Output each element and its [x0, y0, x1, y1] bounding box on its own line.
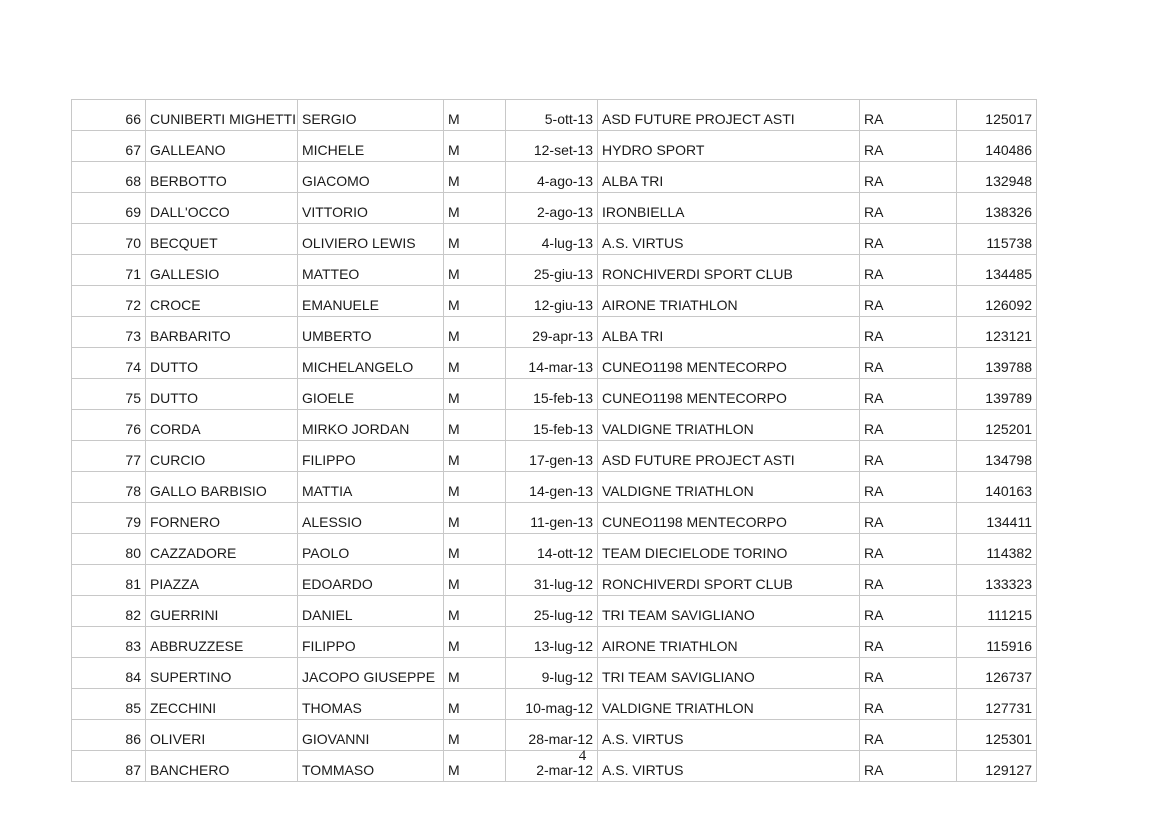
sex-cell: M — [444, 317, 506, 348]
table-row — [72, 503, 1037, 534]
club-cell: IRONBIELLA — [598, 193, 860, 224]
sex-cell: M — [444, 286, 506, 317]
birth-date-cell: 14-gen-13 — [506, 472, 598, 503]
sex-cell: M — [444, 379, 506, 410]
sex-cell: M — [444, 224, 506, 255]
membership-code-cell: 125301 — [957, 720, 1037, 751]
club-cell: RONCHIVERDI SPORT CLUB — [598, 255, 860, 286]
sex-cell: M — [444, 348, 506, 379]
membership-code-cell: 115738 — [957, 224, 1037, 255]
membership-code-cell: 132948 — [957, 162, 1037, 193]
row-number-cell: 77 — [72, 441, 146, 472]
club-cell: ALBA TRI — [598, 162, 860, 193]
sex-cell: M — [444, 720, 506, 751]
surname-cell: CURCIO — [146, 441, 298, 472]
sex-cell: M — [444, 255, 506, 286]
first-name-cell: TOMMASO — [298, 751, 444, 782]
row-number-cell: 70 — [72, 224, 146, 255]
membership-code-cell: 115916 — [957, 627, 1037, 658]
sex-cell: M — [444, 410, 506, 441]
first-name-cell: OLIVIERO LEWIS — [298, 224, 444, 255]
sex-cell: M — [444, 534, 506, 565]
club-cell: AIRONE TRIATHLON — [598, 286, 860, 317]
membership-code-cell: 123121 — [957, 317, 1037, 348]
club-cell: CUNEO1198 MENTECORPO — [598, 503, 860, 534]
surname-cell: GALLESIO — [146, 255, 298, 286]
table-row — [72, 162, 1037, 193]
club-cell: AIRONE TRIATHLON — [598, 627, 860, 658]
category-cell: RA — [860, 193, 957, 224]
birth-date-cell: 11-gen-13 — [506, 503, 598, 534]
surname-cell: CAZZADORE — [146, 534, 298, 565]
surname-cell: BECQUET — [146, 224, 298, 255]
club-cell: VALDIGNE TRIATHLON — [598, 410, 860, 441]
club-cell: TRI TEAM SAVIGLIANO — [598, 596, 860, 627]
table-row — [72, 193, 1037, 224]
row-number-cell: 78 — [72, 472, 146, 503]
club-cell: A.S. VIRTUS — [598, 720, 860, 751]
membership-code-cell: 134798 — [957, 441, 1037, 472]
surname-cell: CORDA — [146, 410, 298, 441]
athlete-table — [71, 99, 1037, 782]
category-cell: RA — [860, 596, 957, 627]
table-row — [72, 224, 1037, 255]
sex-cell: M — [444, 503, 506, 534]
membership-code-cell: 140486 — [957, 131, 1037, 162]
birth-date-cell: 25-lug-12 — [506, 596, 598, 627]
membership-code-cell: 140163 — [957, 472, 1037, 503]
club-cell: ASD FUTURE PROJECT ASTI — [598, 441, 860, 472]
club-cell: HYDRO SPORT — [598, 131, 860, 162]
membership-code-cell: 129127 — [957, 751, 1037, 782]
row-number-cell: 76 — [72, 410, 146, 441]
table-row — [72, 534, 1037, 565]
category-cell: RA — [860, 317, 957, 348]
first-name-cell: PAOLO — [298, 534, 444, 565]
club-cell: A.S. VIRTUS — [598, 751, 860, 782]
category-cell: RA — [860, 348, 957, 379]
first-name-cell: GIOELE — [298, 379, 444, 410]
category-cell: RA — [860, 720, 957, 751]
birth-date-cell: 31-lug-12 — [506, 565, 598, 596]
club-cell: VALDIGNE TRIATHLON — [598, 472, 860, 503]
row-number-cell: 67 — [72, 131, 146, 162]
sex-cell: M — [444, 472, 506, 503]
club-cell: CUNEO1198 MENTECORPO — [598, 379, 860, 410]
club-cell: CUNEO1198 MENTECORPO — [598, 348, 860, 379]
membership-code-cell: 138326 — [957, 193, 1037, 224]
first-name-cell: EDOARDO — [298, 565, 444, 596]
membership-code-cell: 133323 — [957, 565, 1037, 596]
first-name-cell: THOMAS — [298, 689, 444, 720]
birth-date-cell: 4-lug-13 — [506, 224, 598, 255]
membership-code-cell: 126737 — [957, 658, 1037, 689]
table-row — [72, 565, 1037, 596]
category-cell: RA — [860, 100, 957, 131]
category-cell: RA — [860, 224, 957, 255]
birth-date-cell: 15-feb-13 — [506, 410, 598, 441]
first-name-cell: ALESSIO — [298, 503, 444, 534]
birth-date-cell: 17-gen-13 — [506, 441, 598, 472]
row-number-cell: 75 — [72, 379, 146, 410]
birth-date-cell: 12-set-13 — [506, 131, 598, 162]
row-number-cell: 73 — [72, 317, 146, 348]
first-name-cell: SERGIO — [298, 100, 444, 131]
first-name-cell: MICHELANGELO — [298, 348, 444, 379]
table-row — [72, 472, 1037, 503]
category-cell: RA — [860, 503, 957, 534]
category-cell: RA — [860, 286, 957, 317]
birth-date-cell: 12-giu-13 — [506, 286, 598, 317]
sex-cell: M — [444, 565, 506, 596]
table-row — [72, 627, 1037, 658]
birth-date-cell: 5-ott-13 — [506, 100, 598, 131]
row-number-cell: 71 — [72, 255, 146, 286]
surname-cell: DUTTO — [146, 379, 298, 410]
category-cell: RA — [860, 441, 957, 472]
birth-date-cell: 25-giu-13 — [506, 255, 598, 286]
sex-cell: M — [444, 441, 506, 472]
first-name-cell: FILIPPO — [298, 441, 444, 472]
club-cell: TEAM DIECIELODE TORINO — [598, 534, 860, 565]
category-cell: RA — [860, 689, 957, 720]
birth-date-cell: 10-mag-12 — [506, 689, 598, 720]
surname-cell: BARBARITO — [146, 317, 298, 348]
table-row — [72, 441, 1037, 472]
sex-cell: M — [444, 162, 506, 193]
category-cell: RA — [860, 534, 957, 565]
row-number-cell: 85 — [72, 689, 146, 720]
first-name-cell: DANIEL — [298, 596, 444, 627]
surname-cell: CROCE — [146, 286, 298, 317]
first-name-cell: JACOPO GIUSEPPE — [298, 658, 444, 689]
surname-cell: OLIVERI — [146, 720, 298, 751]
table-row — [72, 317, 1037, 348]
club-cell: A.S. VIRTUS — [598, 224, 860, 255]
category-cell: RA — [860, 379, 957, 410]
row-number-cell: 80 — [72, 534, 146, 565]
birth-date-cell: 14-ott-12 — [506, 534, 598, 565]
surname-cell: GUERRINI — [146, 596, 298, 627]
table-row — [72, 100, 1037, 131]
birth-date-cell: 4-ago-13 — [506, 162, 598, 193]
row-number-cell: 68 — [72, 162, 146, 193]
membership-code-cell: 127731 — [957, 689, 1037, 720]
club-cell: VALDIGNE TRIATHLON — [598, 689, 860, 720]
surname-cell: BANCHERO — [146, 751, 298, 782]
table-row — [72, 255, 1037, 286]
club-cell: ALBA TRI — [598, 317, 860, 348]
surname-cell: DUTTO — [146, 348, 298, 379]
first-name-cell: MATTIA — [298, 472, 444, 503]
row-number-cell: 72 — [72, 286, 146, 317]
sex-cell: M — [444, 100, 506, 131]
row-number-cell: 84 — [72, 658, 146, 689]
membership-code-cell: 126092 — [957, 286, 1037, 317]
birth-date-cell: 2-ago-13 — [506, 193, 598, 224]
category-cell: RA — [860, 162, 957, 193]
membership-code-cell: 125017 — [957, 100, 1037, 131]
first-name-cell: GIOVANNI — [298, 720, 444, 751]
membership-code-cell: 134411 — [957, 503, 1037, 534]
first-name-cell: MATTEO — [298, 255, 444, 286]
row-number-cell: 83 — [72, 627, 146, 658]
row-number-cell: 81 — [72, 565, 146, 596]
athlete-table-body — [72, 100, 1037, 782]
table-row — [72, 348, 1037, 379]
category-cell: RA — [860, 751, 957, 782]
category-cell: RA — [860, 658, 957, 689]
table-row — [72, 658, 1037, 689]
club-cell: ASD FUTURE PROJECT ASTI — [598, 100, 860, 131]
row-number-cell: 74 — [72, 348, 146, 379]
birth-date-cell: 2-mar-12 — [506, 751, 598, 782]
row-number-cell: 79 — [72, 503, 146, 534]
row-number-cell: 86 — [72, 720, 146, 751]
membership-code-cell: 111215 — [957, 596, 1037, 627]
birth-date-cell: 14-mar-13 — [506, 348, 598, 379]
surname-cell: PIAZZA — [146, 565, 298, 596]
category-cell: RA — [860, 472, 957, 503]
membership-code-cell: 114382 — [957, 534, 1037, 565]
membership-code-cell: 125201 — [957, 410, 1037, 441]
membership-code-cell: 139788 — [957, 348, 1037, 379]
surname-cell: ABBRUZZESE — [146, 627, 298, 658]
first-name-cell: UMBERTO — [298, 317, 444, 348]
category-cell: RA — [860, 627, 957, 658]
birth-date-cell: 29-apr-13 — [506, 317, 598, 348]
membership-code-cell: 139789 — [957, 379, 1037, 410]
birth-date-cell: 9-lug-12 — [506, 658, 598, 689]
surname-cell: SUPERTINO — [146, 658, 298, 689]
row-number-cell: 82 — [72, 596, 146, 627]
surname-cell: GALLEANO — [146, 131, 298, 162]
row-number-cell: 66 — [72, 100, 146, 131]
sex-cell: M — [444, 751, 506, 782]
surname-cell: CUNIBERTI MIGHETTI — [146, 100, 298, 131]
sex-cell: M — [444, 689, 506, 720]
first-name-cell: FILIPPO — [298, 627, 444, 658]
sex-cell: M — [444, 131, 506, 162]
table-row — [72, 596, 1037, 627]
row-number-cell: 69 — [72, 193, 146, 224]
first-name-cell: VITTORIO — [298, 193, 444, 224]
birth-date-cell: 28-mar-12 — [506, 720, 598, 751]
first-name-cell: MIRKO JORDAN — [298, 410, 444, 441]
membership-code-cell: 134485 — [957, 255, 1037, 286]
club-cell: TRI TEAM SAVIGLIANO — [598, 658, 860, 689]
category-cell: RA — [860, 410, 957, 441]
sex-cell: M — [444, 193, 506, 224]
table-row — [72, 410, 1037, 441]
sex-cell: M — [444, 596, 506, 627]
birth-date-cell: 13-lug-12 — [506, 627, 598, 658]
page-number: 4 — [578, 748, 587, 764]
table-row — [72, 689, 1037, 720]
club-cell: RONCHIVERDI SPORT CLUB — [598, 565, 860, 596]
birth-date-cell: 15-feb-13 — [506, 379, 598, 410]
surname-cell: FORNERO — [146, 503, 298, 534]
table-row — [72, 131, 1037, 162]
surname-cell: ZECCHINI — [146, 689, 298, 720]
first-name-cell: GIACOMO — [298, 162, 444, 193]
category-cell: RA — [860, 131, 957, 162]
first-name-cell: EMANUELE — [298, 286, 444, 317]
surname-cell: BERBOTTO — [146, 162, 298, 193]
table-row — [72, 286, 1037, 317]
category-cell: RA — [860, 565, 957, 596]
category-cell: RA — [860, 255, 957, 286]
surname-cell: GALLO BARBISIO — [146, 472, 298, 503]
row-number-cell: 87 — [72, 751, 146, 782]
first-name-cell: MICHELE — [298, 131, 444, 162]
sex-cell: M — [444, 627, 506, 658]
sex-cell: M — [444, 658, 506, 689]
surname-cell: DALL'OCCO — [146, 193, 298, 224]
table-row — [72, 720, 1037, 751]
table-row — [72, 379, 1037, 410]
